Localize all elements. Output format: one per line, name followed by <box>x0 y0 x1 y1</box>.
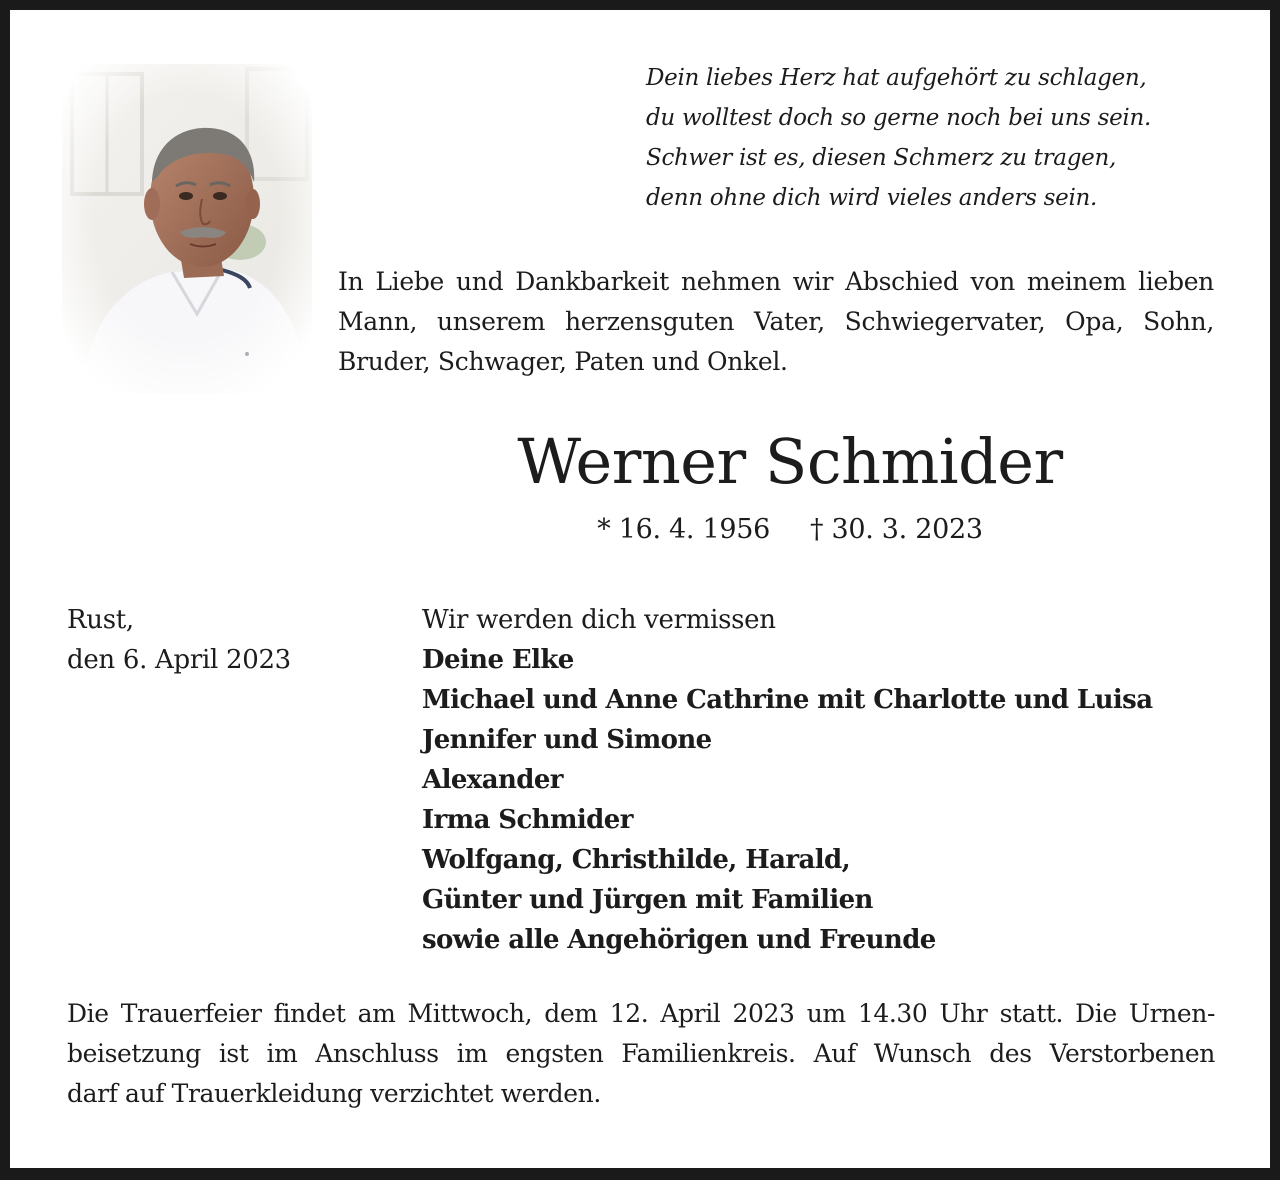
death-date: † 30. 3. 2023 <box>810 514 983 545</box>
place-and-date <box>67 600 397 680</box>
mourner-entry: Irma Schmider <box>422 805 633 835</box>
mourner-entry: Michael und Anne Cathrine mit Charlotte und Luisa <box>422 685 1153 715</box>
portrait-photo <box>62 64 312 394</box>
mourner-entry: Alexander <box>422 765 563 795</box>
announcement-date: den 6. April 2023 <box>67 645 291 675</box>
mourner-entry: Günter und Jürgen mit Familien <box>422 885 873 915</box>
poem-line: Dein liebes Herz hat aufgehört zu schlagen, <box>646 65 1147 91</box>
mourner-entry: Wolfgang, Christhilde, Harald, <box>422 845 851 875</box>
life-dates <box>340 510 1240 550</box>
poem-line: Schwer ist es, diesen Schmerz zu tragen, <box>646 145 1116 171</box>
mourners-list <box>422 600 1242 960</box>
deceased-name: Werner Schmider <box>517 425 1063 498</box>
mourner-entry: Jennifer und Simone <box>422 725 712 755</box>
notice-line: Die Trauerfeier findet am Mittwoch, dem 12. April 2023 um 14.30 Uhr statt. Die Urnen- <box>67 999 1215 1028</box>
funeral-notice <box>67 994 1215 1114</box>
poem-line: denn ohne dich wird vieles anders sein. <box>646 185 1098 211</box>
memorial-poem <box>646 58 1246 218</box>
mourner-entry: sowie alle Angehörigen und Freunde <box>422 925 936 955</box>
mourner-entry: Deine Elke <box>422 645 574 675</box>
birth-date: * 16. 4. 1956 <box>597 514 770 545</box>
place-city: Rust, <box>67 605 134 635</box>
farewell-intro-text: In Liebe und Dankbarkeit nehmen wir Abschied von meinem lieben Mann, unserem herzensguten Vater, Schwiegervater, Opa, Sohn, Bruder, Schwager, Paten und Onkel. <box>338 267 1214 376</box>
mourners-lead: Wir werden dich vermissen <box>422 605 776 635</box>
poem-line: du wolltest doch so gerne noch bei uns sein. <box>646 105 1152 131</box>
notice-line: beisetzung ist im Anschluss im engsten Familienkreis. Auf Wunsch des Verstorbenen <box>67 1039 1215 1068</box>
notice-line: darf auf Trauerkleidung verzichtet werden. <box>67 1079 601 1108</box>
